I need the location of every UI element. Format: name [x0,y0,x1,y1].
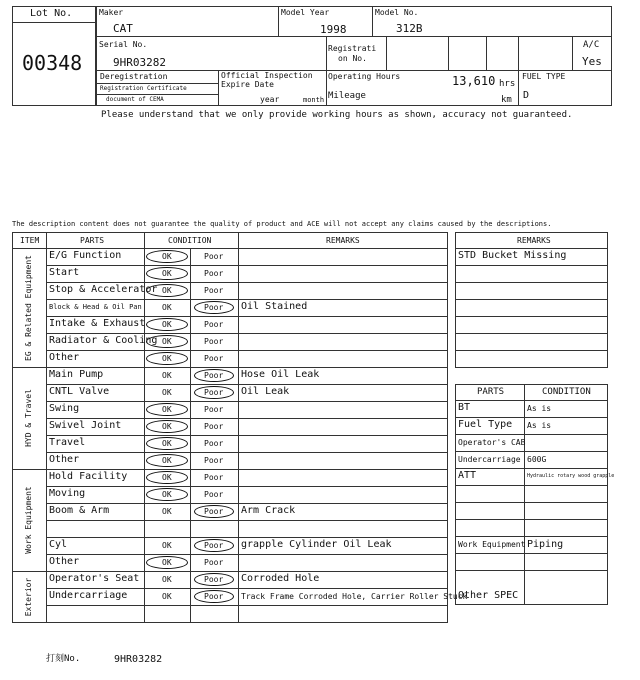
header-vline-a [278,6,279,36]
remark-text: Oil Stained [241,301,308,312]
header-vline-d [386,36,387,70]
hours-note: Please understand that we only provide working hours as shown, accuracy not guaranteed. [101,110,573,120]
ok-circle-mark [146,437,188,450]
ok-label: OK [162,269,172,278]
poor-label: Poor [204,575,224,584]
ok-label: OK [162,541,172,550]
header-vline-f [486,36,487,70]
dereg-label: Deregistration [100,72,168,81]
poor-label: Poor [204,252,224,261]
part-name: Other [49,556,80,567]
table-row [46,452,448,469]
month-label: month [303,96,325,104]
header-vline-g [518,36,519,70]
footer-value: 9HR03282 [114,654,163,665]
right-remarks-row-line [455,282,608,283]
work-equipment-label: Work Equipment [458,540,526,549]
header-vline-h [572,36,573,70]
model-year-value: 1998 [320,23,347,36]
part-name: Travel [49,437,86,448]
ok-label: OK [162,439,172,448]
poor-circle-mark [194,590,234,603]
dereg-sub-line-2 [96,94,218,95]
header-vline-i [218,70,219,106]
right-remarks-row-line [455,299,608,300]
lot-divider [12,22,96,23]
ok-circle-mark [146,335,188,348]
table-header-row [12,232,448,249]
hrs-unit: hrs [499,79,516,89]
poor-label: Poor [204,439,224,448]
table-row [46,435,448,452]
col-header-condition: CONDITION [168,236,212,245]
part-name: Block & Head & Oil Pan [49,303,142,311]
group-label: EG & Related Equipment [24,254,33,361]
part-name: Swing [49,403,80,414]
ok-label: OK [162,320,172,329]
serial-label: Serial No. [99,40,148,49]
part-name: Cyl [49,539,68,550]
poor-label: Poor [204,592,224,601]
part-name: E/G Function [49,250,122,261]
part-name: Intake & Exhaust [49,318,146,329]
right-parts-condition: As is [527,404,552,413]
inspection-label-1: Official Inspection [221,71,313,80]
poor-label: Poor [204,422,224,431]
poor-label: Poor [204,558,224,567]
ok-circle-mark [146,352,188,365]
group-label: Work Equipment [24,486,33,554]
right-remarks-row-line [455,265,608,266]
footer-label: 打刻No. [46,654,81,664]
disclaimer: The description content does not guarantee the quality of product and ACE will not accept any claims caused by the descriptions. [12,220,552,228]
ok-label: OK [162,422,172,431]
right-remarks-header-line [455,248,608,249]
remark-text: grapple Cylinder Oil Leak [241,539,392,550]
ok-circle-mark [146,267,188,280]
ok-circle-mark [146,488,188,501]
table-row [46,520,448,537]
right-parts-condition: As is [527,421,552,430]
registration-label-2: on No. [338,54,367,63]
poor-label: Poor [204,507,224,516]
header-sep-cond [238,232,239,248]
fuel-type-value: D [523,90,530,101]
part-name: Moving [49,488,86,499]
poor-label: Poor [204,303,224,312]
dereg-sub2: document of CEMA [106,96,164,103]
right-parts-header-condition: CONDITION [542,387,591,397]
right-parts-part: ATT [458,470,477,481]
registration-label-1: Registrati [328,44,377,53]
right-parts-part: Fuel Type [458,419,513,430]
table-row [46,554,448,571]
table-row [46,401,448,418]
right-parts-row-line [455,485,608,486]
poor-label: Poor [204,286,224,295]
poor-circle-mark [194,573,234,586]
ok-circle-mark [146,284,188,297]
header-vline-e [448,36,449,70]
right-parts-row-line [455,417,608,418]
ok-circle-mark [146,420,188,433]
header-vline-c [326,36,327,70]
ok-label: OK [162,456,172,465]
right-parts-row-line [455,468,608,469]
right-remarks-header: REMARKS [517,236,551,245]
part-name: Start [49,267,80,278]
header-vline-k [518,70,519,106]
operating-hours-label: Operating Hours [328,72,401,81]
right-parts-row-line [455,536,608,537]
maker-label: Maker [99,8,124,17]
right-parts-row-line [455,502,608,503]
work-equipment-value: Piping [527,539,564,550]
ok-circle-mark [146,471,188,484]
serial-value: 9HR03282 [113,56,166,69]
maker-value: CAT [113,22,133,35]
inspection-label-2: Expire Date [221,80,274,89]
table-row [46,350,448,367]
right-parts-part: Operator's CAB [458,438,526,447]
remark-text: Corroded Hole [241,573,320,584]
right-parts-condition: Hydraulic rotary wood grapple [527,473,615,479]
ok-label: OK [162,592,172,601]
ac-label: A/C [583,40,600,50]
ok-circle-mark [146,250,188,263]
year-label: year [260,95,280,104]
poor-circle-mark [194,369,234,382]
part-name: Hold Facility [49,471,128,482]
ok-label: OK [162,507,172,516]
right-remarks-first: STD Bucket Missing [458,250,567,261]
right-parts-part: BT [458,402,471,413]
poor-label: Poor [204,337,224,346]
part-name: Operator's Seat [49,573,140,584]
poor-label: Poor [204,405,224,414]
right-parts-row-line [455,570,608,571]
dereg-sub-line-1 [96,83,218,84]
ok-label: OK [162,252,172,261]
part-name: Stop & Accelerator [49,284,158,295]
ok-label: OK [162,388,172,397]
header-row-line-1 [96,36,612,37]
poor-label: Poor [204,371,224,380]
right-parts-row-line [455,434,608,435]
header-sep-parts [144,232,145,248]
group-label: Exterior [24,577,33,616]
right-remarks-row-line [455,316,608,317]
right-parts-row-line [455,553,608,554]
poor-label: Poor [204,490,224,499]
poor-label: Poor [204,388,224,397]
remark-text: Track Frame Corroded Hole, Carrier Roller Stuck [241,592,468,601]
poor-label: Poor [204,354,224,363]
part-name: Main Pump [49,369,104,380]
ac-value: Yes [582,55,602,68]
ok-circle-mark [146,556,188,569]
table-row [46,486,448,503]
ok-label: OK [162,473,172,482]
poor-label: Poor [204,456,224,465]
right-parts-row-line [455,400,608,401]
poor-circle-mark [194,505,234,518]
header-vline-j [326,70,327,106]
ok-circle-mark [146,318,188,331]
ok-label: OK [162,575,172,584]
poor-circle-mark [194,539,234,552]
remark-text: Hose Oil Leak [241,369,320,380]
right-remarks-row-line [455,350,608,351]
header-sep-item [46,232,47,248]
col-header-item: ITEM [20,236,40,245]
col-header-remarks: REMARKS [326,236,360,245]
header-vline-b [372,6,373,36]
right-parts-row-line [455,519,608,520]
ok-label: OK [162,490,172,499]
right-parts-row-line [455,451,608,452]
part-name: Other [49,454,80,465]
other-spec-label: Other SPEC [458,590,519,601]
part-name: Undercarriage [49,590,128,601]
group-label: HYD & Travel [24,389,33,447]
lot-label: Lot No. [30,8,73,19]
ok-label: OK [162,558,172,567]
poor-label: Poor [204,269,224,278]
dereg-sub1: Registration Certificate [100,85,187,92]
remark-text: Arm Crack [241,505,296,516]
right-parts-condition: 600G [527,455,547,464]
part-name: Other [49,352,80,363]
ok-label: OK [162,405,172,414]
poor-label: Poor [204,473,224,482]
poor-circle-mark [194,386,234,399]
fuel-type-label: FUEL TYPE [522,72,566,81]
remark-text: Oil Leak [241,386,290,397]
operating-hours-value: 13,610 [452,74,496,88]
ok-label: OK [162,303,172,312]
km-unit: km [501,95,512,105]
model-no-value: 312B [396,22,423,35]
part-name: Boom & Arm [49,505,110,516]
ok-circle-mark [146,403,188,416]
ok-label: OK [162,371,172,380]
header-row-line-2 [96,70,612,71]
mileage-label: Mileage [328,91,366,101]
part-name: Radiator & Cooling [49,335,158,346]
part-name: Swivel Joint [49,420,122,431]
lot-number: 00348 [22,51,83,75]
right-parts-header-parts: PARTS [477,387,505,397]
right-remarks-row-line [455,333,608,334]
right-parts-part: Undercarriage [458,455,521,464]
ok-label: OK [162,354,172,363]
ok-label: OK [162,286,172,295]
part-name: CNTL Valve [49,386,110,397]
model-year-label: Model Year [281,8,330,17]
poor-label: Poor [204,320,224,329]
poor-circle-mark [194,301,234,314]
table-row [46,265,448,282]
ok-label: OK [162,337,172,346]
col-header-parts: PARTS [80,236,105,245]
model-no-label: Model No. [375,8,419,17]
table-row [46,605,448,622]
poor-label: Poor [204,541,224,550]
ok-circle-mark [146,454,188,467]
